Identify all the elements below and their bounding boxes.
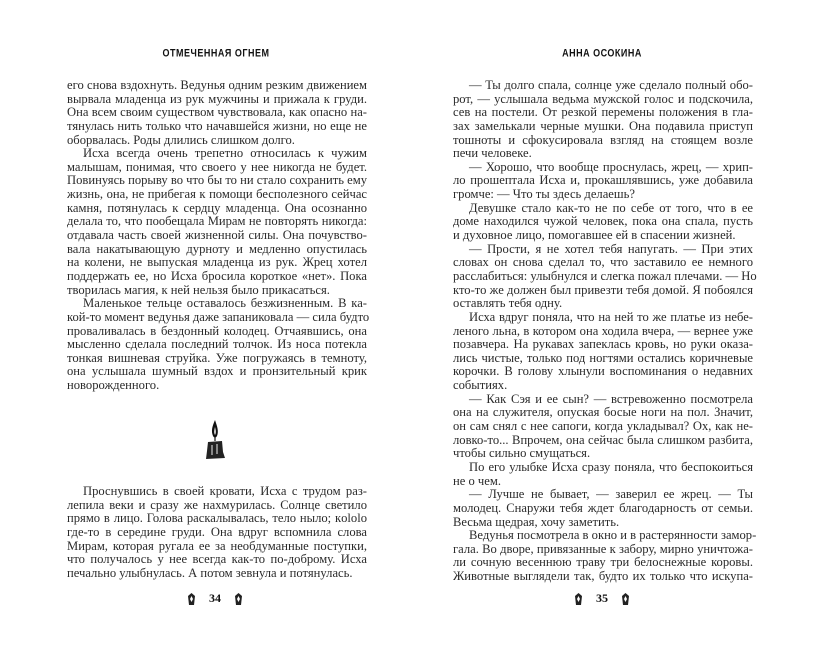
text-line: Исха всегда очень трепетно относилась к чужим — [83, 146, 367, 161]
folio-ornament-icon — [188, 593, 195, 605]
text-line: проваливалась в бездонный колодец. Отчаявшись, она — [67, 323, 367, 338]
text-line: Она всем своим существом чувствовала, как опасно на- — [67, 105, 367, 120]
text-line: лепила веки и сразу же нахмурилась. Солнце светило — [67, 497, 367, 512]
text-line: прямо в лицо. Голова раскалывалась, тело ныло; кololo — [67, 511, 367, 526]
text-line: Мирам, которая ругала ее за необдуманные поступки, — [67, 538, 367, 553]
text-line: тошноты и сфокусировала взгляд на стоящем возле — [453, 132, 753, 147]
text-line: не о чем. — [453, 473, 501, 488]
text-line: печально улыбнулась. А потом зевнула и потянулась. — [67, 565, 353, 580]
text-line: — Ты долго спала, солнце уже сделало полный обо- — [469, 78, 753, 92]
text-line: Животные выглядели так, будто их только что искупа- — [453, 569, 753, 584]
text-line: вала накатывающую дурноту и медленно опустилась — [67, 241, 367, 256]
text-line: Повинуясь порыву во что бы то ни стало сохранить ему — [67, 173, 367, 188]
running-head-author: АННА ОСОКИНА — [562, 47, 642, 59]
text-line: новорожденного. — [67, 378, 160, 393]
page-number: 35 — [596, 591, 608, 605]
text-block — [453, 78, 757, 584]
folio-ornament-icon — [235, 593, 242, 605]
running-head-book-title: ОТМЕЧЕННАЯ ОГНЕМ — [162, 47, 270, 59]
text-line: словах он снова сделал то, что заставило ее немного — [453, 255, 753, 270]
text-line: — Как Сэя и ее сын? — встревоженно посмотрела — [469, 391, 753, 406]
text-line: рот, — услышала ведьма мужской голос и подскочила, — [453, 91, 753, 106]
text-line: доме находился чужой человек, пока она спала, пусть — [453, 214, 753, 229]
text-line: чтобы сильно смущаться. — [453, 446, 591, 461]
text-line: его снова вздохнуть. Ведунья одним резким движением — [67, 78, 367, 92]
text-line: — Лучше не бывает, — заверил ее жрец. — Ты — [469, 487, 753, 502]
text-line: ло прошептала Исха и, прокашлявшись, уже добавила — [453, 173, 753, 188]
text-line: малышам, понимая, что своего у нее никогда не будет. — [67, 159, 367, 174]
page-folio — [575, 591, 629, 606]
text-line: вырвала младенца из рук мужчины и прижала к груди. — [67, 91, 367, 106]
text-line: и духовное лицо, помогавшее ей в спасении жизней. — [453, 228, 736, 243]
text-line: она услышала шумный вздох и пронзительный крик — [67, 364, 367, 379]
text-line: корочки. В голову хлынули воспоминания о недавних — [453, 364, 753, 379]
text-line: Девушке стало как-то не по себе от того, что в ее — [469, 200, 753, 215]
text-line: печи человеке. — [453, 146, 532, 161]
text-line: камня, потянулась к сердцу младенца. Она осознанно — [67, 200, 367, 215]
text-line: он сам снял с нее сапоги, когда укладывал? Ох, как не- — [453, 419, 753, 434]
text-line: кой-то момент ведунья даже запаниковала — сила будто — [67, 309, 370, 324]
text-line: Исха вдруг поняла, что на ней то же платье из небе- — [469, 309, 753, 324]
text-line: оборвалась. Роды длились слишком долго. — [67, 132, 295, 147]
text-line: оставлять тебя одну. — [453, 296, 563, 311]
text-line: леного льна, в котором она ходила вчера, — вернее уже — [453, 323, 753, 338]
text-line: — Хорошо, что вообще проснулась, жрец, — хрип- — [469, 159, 753, 174]
text-line: тянулась нить только что начавшейся жизни, но еще не — [67, 118, 367, 133]
text-line: жизнь, она, не прибегая к помощи бесполезного сейчас — [67, 187, 367, 202]
folio-ornament-icon — [622, 593, 629, 605]
text-line: Весьма щедрая, хочу заметить. — [453, 514, 620, 529]
text-line: отдавала часть своей жизненной силы. Она почувство- — [67, 228, 367, 243]
text-line: кто-то же должен был привезти тебя домой. Я побоялся — [453, 282, 753, 297]
text-line: мысленно сделала последний толчок. Из носа потекла — [67, 337, 367, 352]
text-line: поддержать ее, но Исха бросила короткое «нет». Пока — [67, 268, 367, 283]
folio-ornament-icon — [575, 593, 582, 605]
text-line: громче: — Что ты здесь делаешь? — [453, 187, 635, 202]
page-number: 34 — [209, 591, 221, 605]
text-line: зах замелькали черные мушки. Она подавила приступ — [453, 118, 753, 133]
page-folio — [188, 591, 242, 606]
text-line: ловко-то... Впрочем, она сейчас была слишком разбита, — [453, 432, 753, 447]
text-line: Маленькое тельце оставалось безжизненным. В ка- — [83, 296, 367, 311]
text-line: она на служителя, опуская босые ноги на пол. Значит, — [453, 405, 753, 420]
candle-ornament-icon — [203, 418, 227, 462]
text-block — [67, 78, 370, 393]
text-line: позавчера. На рукавах запеклась кровь, но руки оказа- — [453, 337, 753, 352]
text-line: молодец. Снаружи тебя ждет благодарность от семьи. — [453, 500, 753, 515]
text-line: гала. Во дворе, привязанные к забору, мирно уничтожа- — [453, 541, 753, 556]
text-line: расслабиться: улыбнулся и слегка пожал плечами. — Но — [453, 268, 757, 283]
text-line: Ведунья посмотрела в окно и в растерянности замор- — [469, 528, 757, 543]
text-line: делала то, что пообещала Мирам не повторять никогда: — [67, 214, 367, 229]
text-line: ли сочную весеннюю траву три белоснежные коровы. — [453, 555, 753, 570]
text-line: творилась магия, к ней нельзя было прикасаться. — [67, 282, 330, 297]
text-line: — Прости, я не хотел тебя напугать. — При этих — [469, 241, 753, 256]
text-line: Проснувшись в своей кровати, Исха с трудом раз- — [83, 484, 367, 498]
text-line: событиях. — [453, 378, 508, 393]
text-line: сев на постели. От резкой перемены положения в гла- — [453, 105, 753, 120]
text-line: что получалось у нее всегда как-то по-доброму. Исха — [67, 552, 367, 567]
text-block — [67, 485, 367, 580]
text-line: тонкая вишневая струйка. Уже погружаясь в темноту, — [67, 350, 367, 365]
text-line: на колени, не выпуская младенца из рук. Жрец хотел — [67, 255, 367, 270]
text-line: где-то в середине груди. Она вдруг вспомнила слова — [67, 524, 367, 539]
text-line: По его улыбке Исха сразу поняла, что беспокоиться — [469, 459, 753, 474]
right-page — [410, 0, 820, 661]
text-line: лись чистые, только под ногтями остались коричневые — [453, 350, 753, 365]
